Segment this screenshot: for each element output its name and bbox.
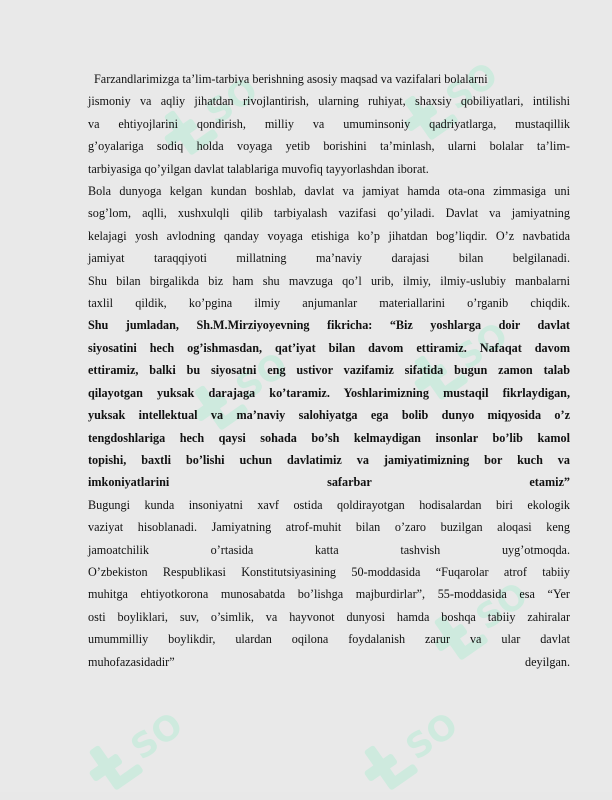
svg-text:SO: SO: [438, 54, 506, 119]
text-line: yuksak intellektual va ma’naviy salohiyatga ega bolib dunyo miqyosida o’z: [88, 408, 570, 423]
paragraph: [88, 494, 570, 561]
text-line: muhitga ehtiyotkorona munosabatda bo’lishga majburdirlar”, 55-moddasida esa “Yer: [88, 587, 570, 602]
text-line: qilayotgan yuksak darajaga ko’taramiz. Yoshlarimizning mustaqil fikrlaydigan,: [88, 385, 570, 400]
text-line: jismoniy va aqliy jihatdan rivojlantirish, ularning ruhiyat, shaxsiy qobiliyatlari, intilishi: [88, 94, 570, 109]
text-line: taxlil qildik, ko’pgina ilmiy anjumanlar materiallarini o’rganib chiqdik.: [88, 296, 570, 311]
text-line: sog’lom, aqlli, xushxulqli qilib tarbiyalash vazifasi qo’yiladi. Davlat va jamiyatning: [88, 206, 570, 221]
svg-text:SO: SO: [198, 69, 266, 134]
watermark-logo: [350, 690, 490, 800]
watermark-logo: [75, 690, 215, 800]
text-line: Bugungi kunda insoniyatni xavf ostida qoldirayotgan hodisalardan biri ekologik: [88, 497, 570, 512]
text-line: imkoniyatlarini safarbar etamiz”: [88, 475, 570, 490]
svg-text:SO: SO: [468, 574, 536, 639]
text-line: topishi, baxtli bo’lishi uchun davlatimiz va jamiyatimizning bor kuch va: [88, 452, 570, 467]
paragraph: [88, 561, 570, 673]
text-line: O’zbekiston Respublikasi Konstitutsiyasining 50-moddasida “Fuqarolar atrof tabiiy: [88, 564, 570, 579]
text-line: siyosatini hech og’ishmasdan, qat’iyat bilan davom ettiramiz. Nafaqat davom: [88, 340, 570, 355]
svg-text:SO: SO: [448, 314, 516, 379]
paragraph: [88, 180, 570, 270]
text-line: va ehtiyojlarini qondirish, milliy va umuminsoniy qadriyatlarga, mustaqillik: [88, 116, 570, 131]
text-line: jamoatchilik o’rtasida katta tashvish uyg’otmoqda.: [88, 542, 570, 557]
paragraph: [88, 270, 570, 315]
quote-paragraph: [88, 314, 570, 493]
document-body: [88, 68, 570, 673]
svg-text:SO: SO: [228, 344, 296, 409]
text-line-start: muhofazasidadir”: [88, 654, 175, 669]
text-line: Bola dunyoga kelgan kundan boshlab, davlat va jamiyat hamda ota-ona zimmasiga uni: [88, 184, 570, 199]
svg-text:SO: SO: [123, 704, 191, 769]
closing-word: deyilgan.: [524, 654, 570, 669]
text-line: Farzandlarimizga ta’lim-tarbiya berishning asosiy maqsad va vazifalari bolalarni: [94, 72, 488, 86]
paragraph: [88, 68, 570, 180]
text-line: osti boyliklari, suv, o’simlik, va hayvonot dunyosi hamda boshqa tabiiy zahiralar: [88, 609, 570, 624]
svg-text:SO: SO: [398, 704, 466, 769]
text-line: g’oyalariga sodiq holda voyaga yetib borishini ta’minlash, ularni bolalar ta’lim-: [88, 139, 570, 154]
text-line: tengdoshlariga hech qaysi sohada bo’sh kelmaydigan insonlar bo’lib kamol: [88, 430, 570, 445]
text-line: vaziyat hisoblanadi. Jamiyatning atrof-muhit bilan o’zaro buzilgan aloqasi keng: [88, 520, 570, 535]
text-line: umummilliy boylikdir, ulardan oqilona foydalanish zarur va ular davlat: [88, 632, 570, 647]
text-line: jamiyat taraqqiyoti millatning ma’naviy darajasi bilan belgilanadi.: [88, 251, 570, 266]
text-line: Shu jumladan, Sh.M.Mirziyoyevning fikricha: “Biz yoshlarga doir davlat: [88, 318, 570, 333]
text-line: Shu bilan birgalikda biz ham shu mavzuga qo’l urib, ilmiy, ilmiy-uslubiy manbalarni: [88, 273, 570, 288]
text-line: tarbiyasiga qo’yilgan davlat talablariga muvofiq tayyorlashdan iborat.: [88, 161, 429, 176]
text-line: kelajagi yosh avlodning qanday voyaga etishiga ko’p jihatdan bog’liqdir. O’z navbatida: [88, 228, 570, 243]
text-line: ettiramiz, balki bu siyosatni eng ustivor vazifamiz sifatida bugun zamon talab: [88, 363, 570, 378]
text-line: [88, 651, 570, 673]
